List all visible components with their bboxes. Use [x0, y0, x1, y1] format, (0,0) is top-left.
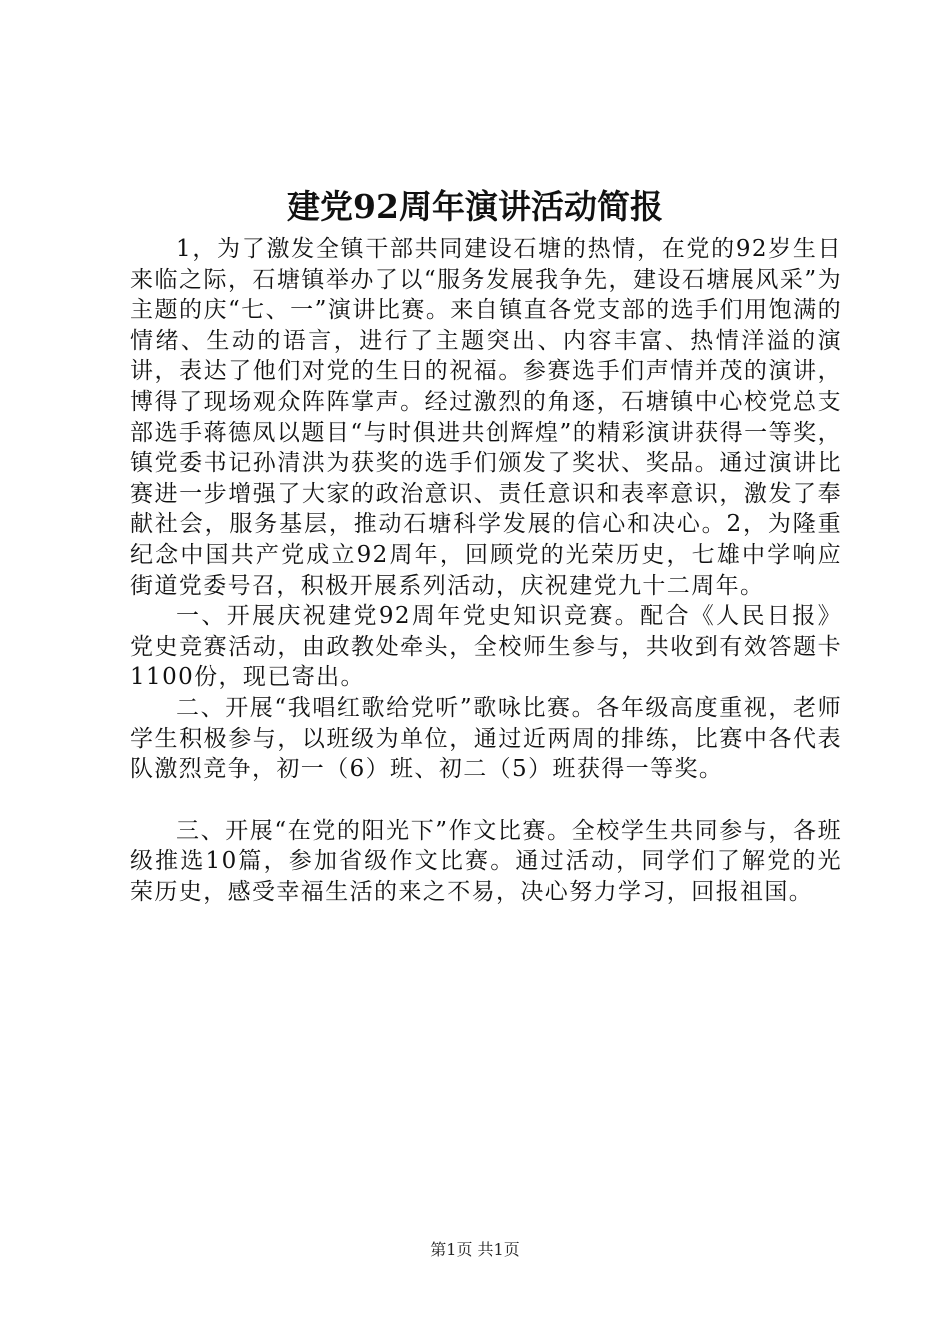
document-title: 建党92周年演讲活动简报: [287, 187, 663, 226]
paragraph-1: 1，为了激发全镇干部共同建设石塘的热情，在党的92岁生日来临之际，石塘镇举办了以“服务发展我争先，建设石塘展风采”为主题的庆“七、一”演讲比赛。来自镇直各党支部的选手们用饱满的情绪、生动的语言，进行了主题突出、内容丰富、热情洋溢的演讲，表达了他们对党的生日的祝福。参赛选手们声情并茂的演讲，博得了现场观众阵阵掌声。经过激烈的角逐，石塘镇中心校党总支部选手蒋德凤以题目“与时俱进共创辉煌”的精彩演讲获得一等奖，镇党委书记孙清洪为获奖的选手们颁发了奖状、奖品。通过演讲比赛进一步增强了大家的政治意识、责任意识和表率意识，激发了奉献社会，服务基层，推动石塘科学发展的信心和决心。2，为隆重纪念中国共产党成立92周年，回顾党的光荣历史，七雄中学响应街道党委号召，积极开展系列活动，庆祝建党九十二周年。: [130, 236, 842, 599]
paragraph-3: 二、开展“我唱红歌给党听”歌咏比赛。各年级高度重视，老师学生积极参与，以班级为单位，通过近两周的排练，比赛中各代表队激烈竞争，初一（6）班、初二（5）班获得一等奖。: [130, 694, 842, 783]
page-footer: 第1页 共1页: [430, 1240, 520, 1259]
paragraph-2: 一、开展庆祝建党92周年党史知识竞赛。配合《人民日报》党史竞赛活动，由政教处牵头，全校师生参与，共收到有效答题卡1100份，现已寄出。: [130, 603, 842, 691]
document-body: [130, 234, 842, 907]
paragraph-4: 三、开展“在党的阳光下”作文比赛。全校学生共同参与，各班级推选10篇，参加省级作文比赛。通过活动，同学们了解党的光荣历史，感受幸福生活的来之不易，决心努力学习，回报祖国。: [130, 817, 842, 905]
